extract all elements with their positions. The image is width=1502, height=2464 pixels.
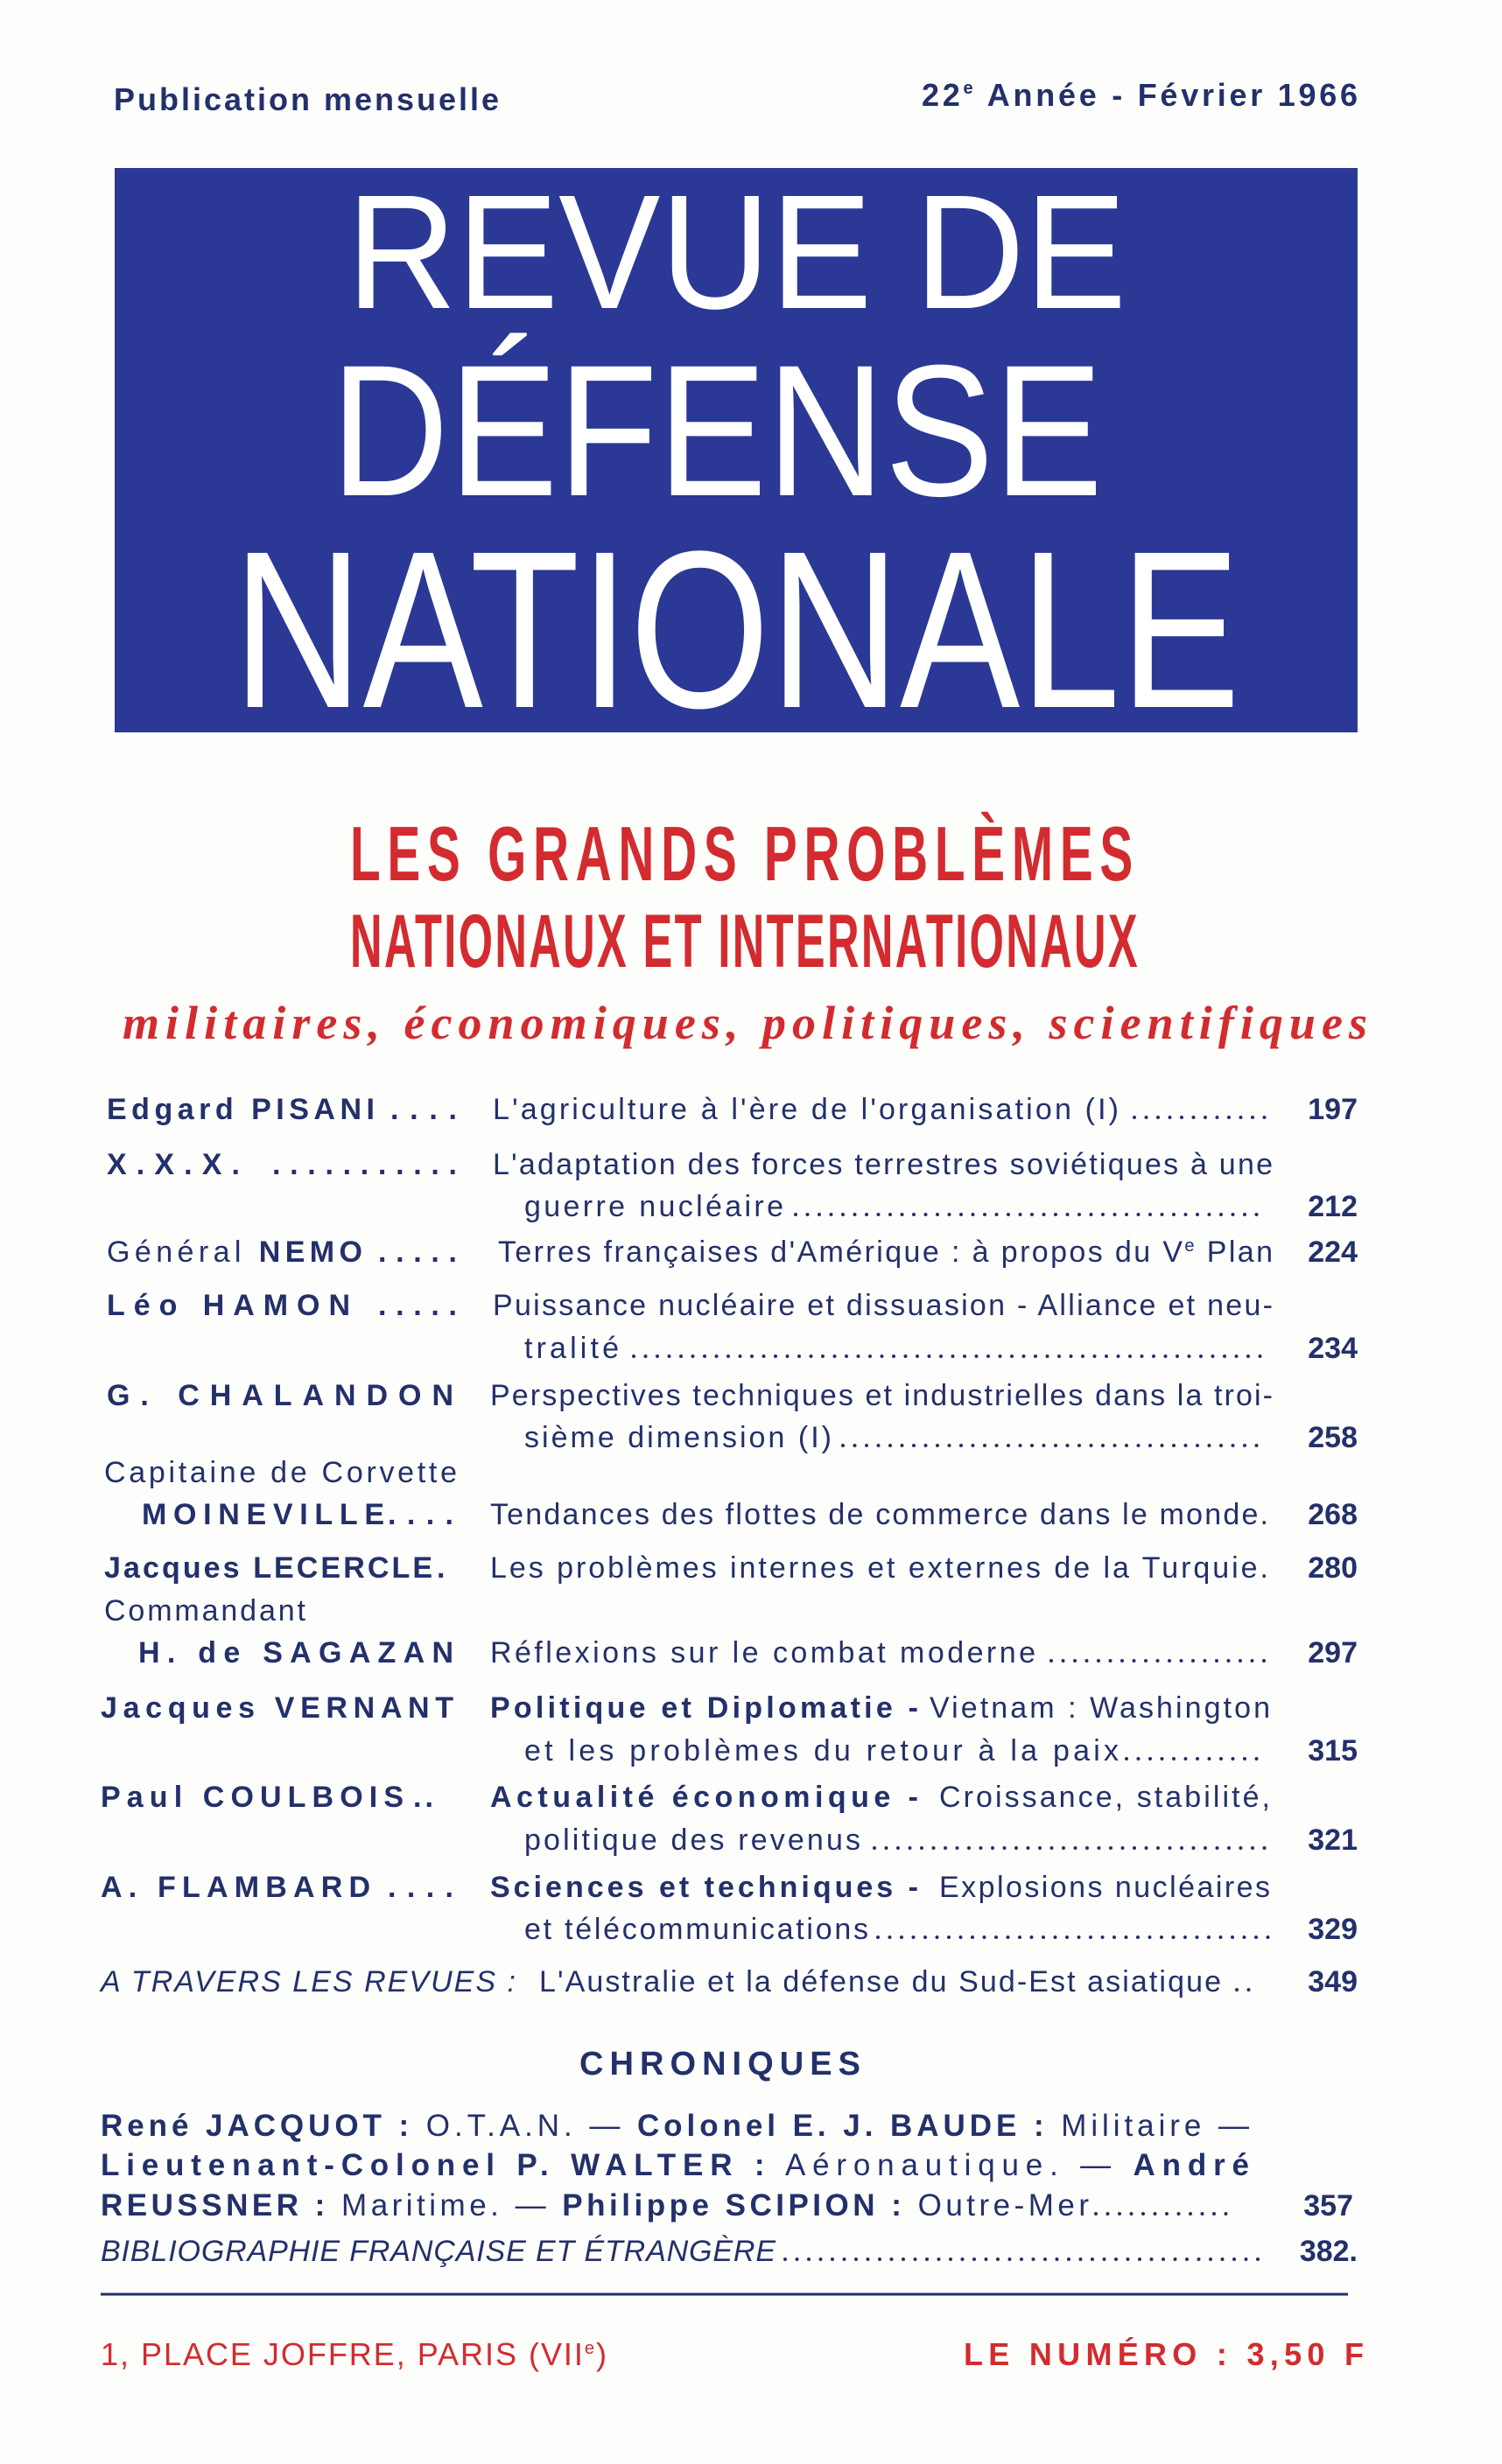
page-number: 224 — [1308, 1236, 1358, 1269]
issue-date-rest: Année - Février 1966 — [976, 77, 1358, 113]
article-title-continued: sième dimension (I) — [524, 1421, 832, 1454]
article-rubric: Politique et Diplomatie - — [490, 1691, 918, 1725]
author-leader: ..... — [378, 1289, 457, 1322]
chronicle-author: Lieutenant-Colonel P. WALTER : — [101, 2148, 765, 2182]
title-end: Plan — [1196, 1236, 1273, 1269]
title-text: Terres françaises d'Amérique : à propos du V — [498, 1236, 1183, 1269]
chroniques-line-1 — [101, 2109, 1249, 2143]
chroniques-heading: CHRONIQUES — [579, 2046, 860, 2082]
author-leader: .... — [390, 1093, 457, 1126]
article-title: Les problèmes internes et externes de la Turquie. — [490, 1551, 1268, 1585]
article-title: Vietnam : Washington — [930, 1691, 1270, 1725]
chronicle-section: O.T.A.N. — — [413, 2109, 634, 2143]
author-prefix: Général — [107, 1236, 242, 1269]
issue-date — [922, 77, 1358, 113]
author-surname: NEMO — [258, 1236, 362, 1269]
address-text: 1, PLACE JOFFRE, PARIS (VII — [101, 2336, 583, 2372]
author-name: Jacques VERNANT — [101, 1691, 453, 1725]
revues-entry — [99, 1965, 1358, 1998]
author-name: G. CHALANDON — [107, 1379, 453, 1412]
tagline-subjects: militaires, économiques, politiques, scientifiques — [123, 997, 1367, 1049]
author-name: X.X.X. — [107, 1148, 240, 1181]
author-name: A. FLAMBARD — [101, 1871, 370, 1904]
page-number: 315 — [1308, 1734, 1358, 1768]
article-title: L'agriculture à l'ère de l'organisation (I) — [493, 1093, 1119, 1126]
article-title — [498, 1236, 1273, 1269]
page-number: 197 — [1308, 1093, 1358, 1126]
article-title: Croissance, stabilité, — [939, 1781, 1270, 1814]
page-number: 382. — [1299, 2235, 1358, 2268]
author-leader: .... — [388, 1871, 453, 1904]
author-name: H. de SAGAZAN — [138, 1636, 453, 1670]
page-number: 212 — [1308, 1190, 1358, 1223]
author-name: Léo HAMON — [107, 1289, 350, 1322]
article-title-continued: tralité — [524, 1332, 619, 1365]
author-rank: Capitaine de Corvette — [104, 1456, 457, 1489]
author-leader: ..... — [378, 1236, 457, 1269]
author-leader: . — [437, 1551, 446, 1585]
chronicle-section: Maritime. — — [328, 2188, 558, 2222]
bibliographie-title: BIBLIOGRAPHIE FRANÇAISE ET ÉTRANGÈRE — [101, 2235, 776, 2268]
page-number: 268 — [1308, 1498, 1358, 1531]
footer-price: LE NUMÉRO : 3,50 F — [964, 2336, 1364, 2372]
author-leader: ........... — [272, 1148, 457, 1181]
article-title: L'adaptation des forces terrestres soviétiques à une — [493, 1148, 1273, 1181]
author-name: Edgard PISANI — [107, 1093, 375, 1126]
page-number: 297 — [1308, 1636, 1358, 1670]
contents-entry — [107, 1379, 1358, 1454]
page-number: 258 — [1308, 1421, 1358, 1454]
article-title: Puissance nucléaire et dissuasion - Alliance et neu- — [493, 1289, 1273, 1322]
chronicle-author: André — [1133, 2148, 1249, 2182]
contents-entry — [107, 1093, 1358, 1126]
masthead-line-1: REVUE DE — [347, 162, 1126, 343]
author-leader: .. — [413, 1781, 433, 1814]
contents-entry — [107, 1289, 1358, 1365]
chroniques-line-3 — [101, 2188, 1089, 2222]
issue-year-superscript: e — [963, 79, 973, 98]
article-rubric: Sciences et techniques - — [490, 1871, 918, 1904]
page-number: 280 — [1308, 1551, 1358, 1585]
author-name: MOINEVILLE — [142, 1498, 384, 1531]
contents-entry — [101, 1871, 1358, 1946]
page-number: 234 — [1308, 1332, 1358, 1365]
masthead-line-3: NATIONALE — [233, 505, 1240, 755]
article-title: Explosions nucléaires — [939, 1871, 1270, 1904]
contents-entry — [104, 1456, 1358, 1531]
chronicle-section: Militaire — — [1048, 2109, 1249, 2143]
contents-entry — [104, 1551, 1358, 1585]
address-end: ) — [596, 2336, 607, 2372]
revues-title: L'Australie et la défense du Sud-Est asiatique — [539, 1965, 1221, 1998]
page-number: 329 — [1308, 1913, 1358, 1946]
chronicle-author: René JACQUOT : — [101, 2109, 410, 2143]
chronicle-section: Aéronautique. — — [771, 2148, 1126, 2182]
article-title: Tendances des flottes de commerce dans le monde. — [490, 1498, 1268, 1531]
contents-entry — [101, 1691, 1358, 1768]
footer-address — [101, 2336, 607, 2372]
contents-entry — [107, 1148, 1358, 1223]
article-title: Perspectives techniques et industrielles dans la troi- — [490, 1379, 1273, 1412]
tagline-line-2: NATIONAUX ET INTERNATIONAUX — [350, 900, 1140, 984]
page-number: 321 — [1308, 1824, 1358, 1857]
contents-entry — [104, 1594, 1358, 1670]
page-number: 357 — [1303, 2189, 1353, 2222]
chronicle-author: Colonel E. J. BAUDE : — [636, 2109, 1044, 2143]
article-title-continued: guerre nucléaire — [524, 1190, 783, 1223]
author-name: Jacques LECERCLE — [104, 1551, 432, 1585]
publication-frequency: Publication mensuelle — [114, 81, 499, 117]
chronicle-author: REUSSNER : — [101, 2188, 326, 2222]
article-rubric: Actualité économique - — [490, 1781, 918, 1814]
contents-entry — [101, 1781, 1358, 1857]
chronicle-author: Philippe SCIPION : — [562, 2188, 902, 2222]
article-title-continued: et les problèmes du retour à la paix — [524, 1734, 1119, 1768]
chronicle-section: Outre-Mer — [905, 2188, 1089, 2222]
author-leader: .... — [388, 1498, 453, 1531]
masthead-line-2: DÉFENSE — [331, 326, 1103, 536]
article-title: Réflexions sur le combat moderne — [490, 1636, 1035, 1670]
article-title-continued: et télécommunications — [524, 1913, 868, 1946]
page-number: 349 — [1308, 1965, 1358, 1998]
author-name — [107, 1236, 362, 1269]
title-superscript: e — [1184, 1236, 1195, 1256]
author-rank: Commandant — [104, 1594, 305, 1628]
author-name: Paul COULBOIS — [101, 1781, 404, 1814]
article-title-continued: politique des revenus — [524, 1824, 860, 1857]
revues-label: A TRAVERS LES REVUES : — [101, 1965, 516, 1998]
contents-entry — [107, 1236, 1358, 1269]
issue-year-number: 22 — [922, 77, 960, 113]
tagline-line-1: LES GRANDS PROBLÈMES — [350, 810, 1140, 897]
chroniques-line-2 — [101, 2148, 1249, 2182]
address-superscript: e — [584, 2339, 595, 2358]
